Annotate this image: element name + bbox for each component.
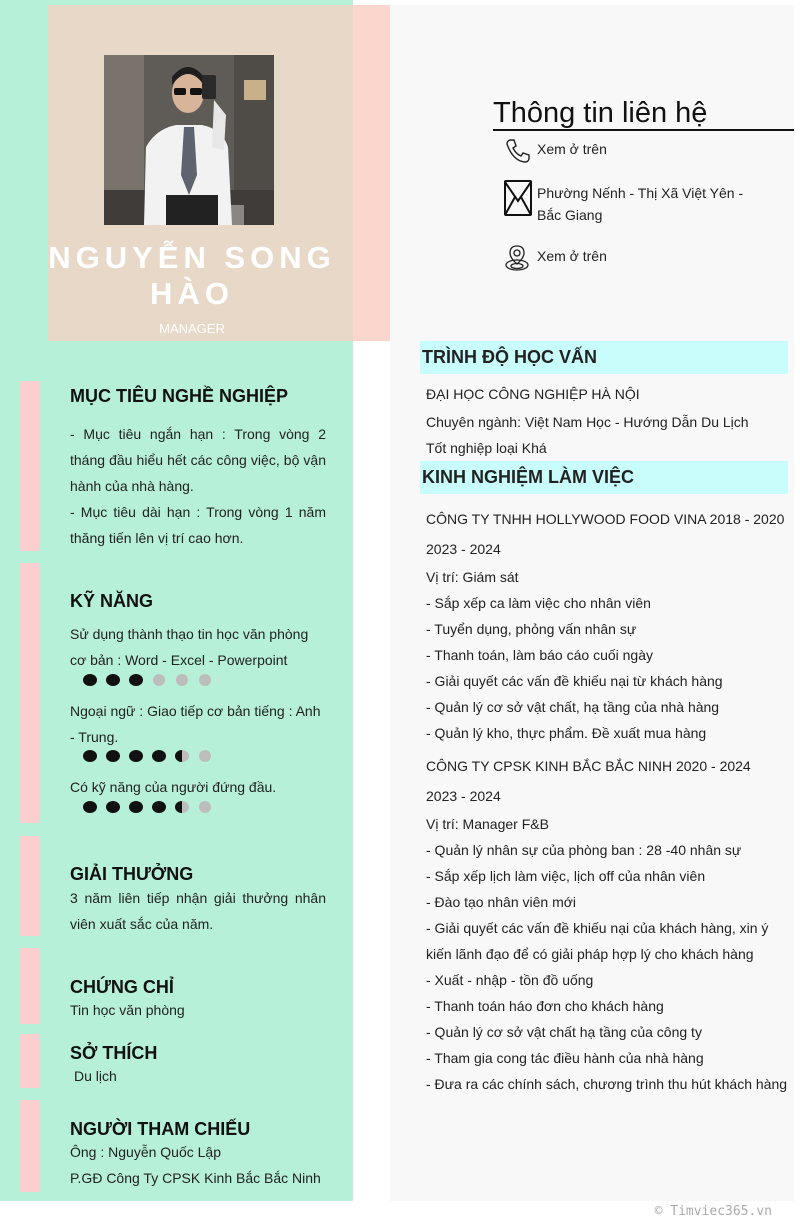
education-school: ĐẠI HỌC CÔNG NGHIỆP HÀ NỘI: [426, 386, 640, 402]
job-company: CÔNG TY CPSK KINH BẮC BẮC NINH 2020 - 2024: [426, 758, 751, 774]
references-name: Ông : Nguyễn Quốc Lập: [70, 1144, 221, 1160]
section-bar-hobbies: [20, 1034, 40, 1088]
education-major: Chuyên ngành: Việt Nam Học - Hướng Dẫn Du Lịch: [426, 414, 749, 430]
job-duty: - Giải quyết các vấn đề khiếu nại của khách hàng, xin ý: [426, 920, 769, 936]
job-duty: - Sắp xếp lịch làm việc, lịch off của nhân viên: [426, 868, 706, 884]
location-icon: [504, 243, 530, 278]
profile-photo: [104, 55, 274, 225]
job-duty: - Quản lý cơ sở vật chất hạ tầng của công ty: [426, 1024, 702, 1040]
skill-rating: [82, 673, 222, 687]
education-title: TRÌNH ĐỘ HỌC VẤN: [420, 341, 788, 374]
job-period: 2023 - 2024: [426, 788, 501, 804]
skill-dot: [175, 750, 189, 762]
skill-dot: [199, 801, 211, 813]
phone-icon: [504, 137, 532, 170]
job-company: CÔNG TY TNHH HOLLYWOOD FOOD VINA 2018 - 2020: [426, 511, 785, 527]
contact-location: Xem ở trên: [537, 248, 607, 264]
mail-icon: [503, 179, 533, 222]
skill-dot: [106, 801, 120, 813]
watermark: © Timviec365.vn: [654, 1204, 772, 1219]
job-duty: - Sắp xếp ca làm việc cho nhân viên: [426, 595, 651, 611]
skill-dot: [129, 674, 143, 686]
references-position: P.GĐ Công Ty CPSK Kinh Bắc Bắc Ninh: [70, 1170, 321, 1186]
skill-dot: [153, 674, 165, 686]
hobbies-text: Du lịch: [74, 1068, 117, 1084]
job-duty: - Giải quyết các vấn đề khiếu nại từ khách hàng: [426, 673, 723, 689]
job-duty: - Quản lý cơ sở vật chất, hạ tầng của nhà hàng: [426, 699, 720, 715]
section-bar-awards: [20, 836, 40, 936]
certificates-title: CHỨNG CHỈ: [70, 977, 174, 997]
profile-job-title: MANAGER: [159, 321, 225, 336]
education-grade: Tốt nghiệp loại Khá: [426, 440, 547, 456]
skill-dot: [152, 750, 166, 762]
skill-label: Ngoại ngữ : Giao tiếp cơ bản tiếng : Anh - Trung.: [70, 703, 321, 745]
job-period: 2023 - 2024: [426, 541, 501, 557]
skill-dot: [83, 801, 97, 813]
certificates-text: Tin học văn phòng: [70, 1002, 185, 1018]
job-duty: - Quản lý nhân sự của phòng ban : 28 -40 nhân sự: [426, 842, 742, 858]
references-title: NGƯỜI THAM CHIẾU: [70, 1119, 251, 1139]
section-bar-objective: [20, 381, 40, 551]
section-bar-certificates: [20, 948, 40, 1024]
job-duty: - Quản lý kho, thực phẩm. Đề xuất mua hàng: [426, 725, 707, 741]
job-duty: - Tham gia cong tác điều hành của nhà hàng: [426, 1050, 704, 1066]
objective-long: - Mục tiêu dài hạn : Trong vòng 1 năm thăng tiến lên vị trí cao hơn.: [70, 504, 326, 546]
contact-address: Phường Nếnh - Thị Xã Việt Yên - Bắc Giang: [537, 185, 744, 223]
skill-dot: [176, 674, 188, 686]
skills-title: KỸ NĂNG: [70, 591, 154, 611]
section-bar-skills: [20, 563, 40, 823]
job-duty: - Tuyển dụng, phỏng vấn nhân sự: [426, 621, 637, 637]
awards-title: GIẢI THƯỞNG: [70, 864, 194, 884]
job-duty: - Đào tạo nhân viên mới: [426, 894, 577, 910]
contact-divider: [493, 129, 794, 131]
skill-dot: [106, 674, 120, 686]
contact-phone: Xem ở trên: [537, 141, 607, 157]
job-duty: - Thanh toán, làm báo cáo cuối ngày: [426, 647, 654, 663]
profile-name: NGUYỄN SONG HÀO: [48, 240, 336, 311]
skill-dot: [83, 750, 97, 762]
job-position: Vị trí: Giám sát: [426, 569, 519, 585]
skill-label: Sử dụng thành thạo tin học văn phòng cơ bản : Word - Excel - Powerpoint: [70, 626, 309, 668]
skill-dot: [152, 801, 166, 813]
contact-title: Thông tin liên hệ: [493, 97, 708, 129]
skill-dot: [129, 750, 143, 762]
objective-title: MỤC TIÊU NGHỀ NGHIỆP: [70, 386, 289, 406]
skill-rating: [82, 749, 222, 763]
objective-short: - Mục tiêu ngắn hạn : Trong vòng 2 tháng đầu hiểu hết các công việc, bộ vận hành của nhà hàng.: [70, 426, 326, 494]
job-duty: - Đưa ra các chính sách, chương trình thu hút khách hàng: [426, 1076, 788, 1092]
section-bar-references: [20, 1100, 40, 1192]
header-accent: [353, 5, 390, 341]
skill-dot: [199, 750, 211, 762]
job-position: Vị trí: Manager F&B: [426, 816, 549, 832]
skill-dot: [175, 801, 189, 813]
job-duty: - Thanh toán háo đơn cho khách hàng: [426, 998, 664, 1014]
awards-text: 3 năm liên tiếp nhận giải thưởng nhân viên xuất sắc của năm.: [70, 890, 326, 932]
skill-dot: [129, 801, 143, 813]
skill-dot: [83, 674, 97, 686]
skill-dot: [106, 750, 120, 762]
job-duty: - Xuất - nhập - tồn đồ uống: [426, 972, 594, 988]
skill-dot: [199, 674, 211, 686]
job-duty: kiến lãnh đạo để có giải pháp hợp lý cho khách hàng: [426, 946, 754, 962]
skill-rating: [82, 800, 222, 814]
experience-title: KINH NGHIỆM LÀM VIỆC: [420, 461, 788, 494]
skill-label: Có kỹ năng của người đứng đầu.: [70, 779, 277, 795]
hobbies-title: SỞ THÍCH: [70, 1043, 158, 1063]
